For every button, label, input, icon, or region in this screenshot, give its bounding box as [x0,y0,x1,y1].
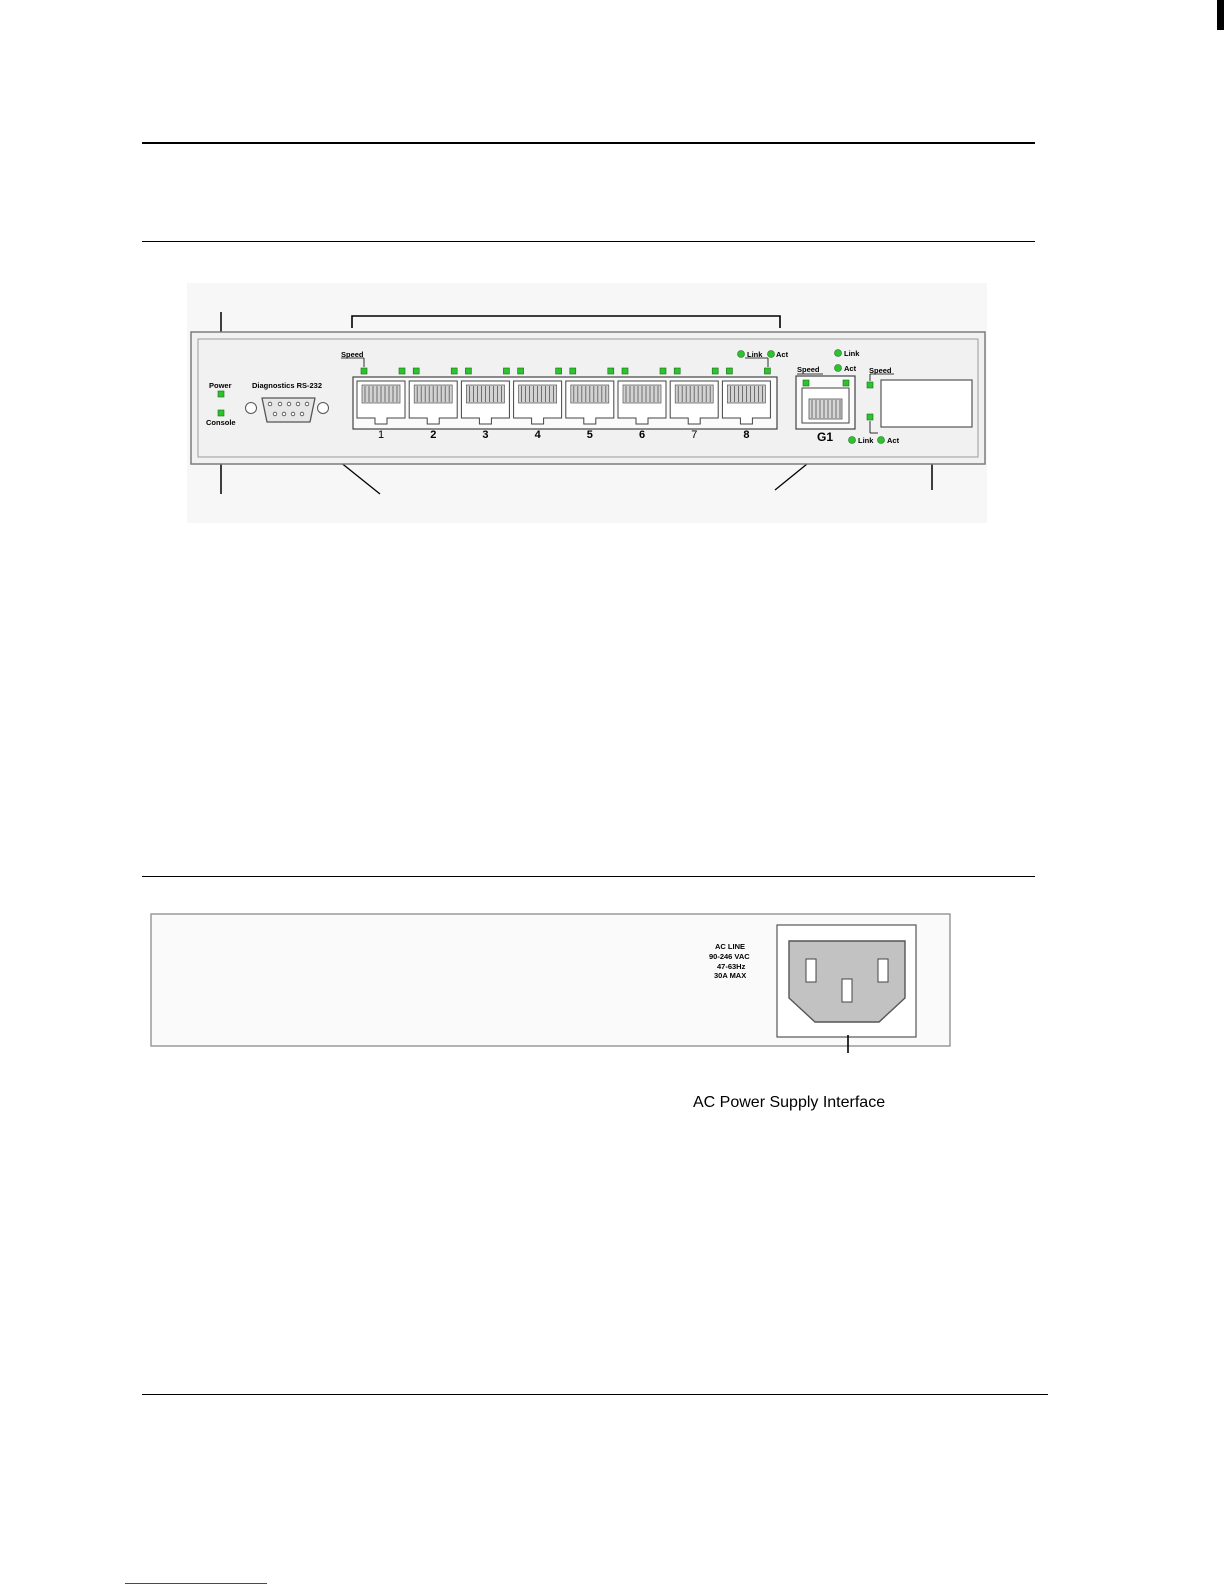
speed-led-6 [622,368,628,374]
rear-panel-drawing [145,908,957,1053]
footer-rule [142,1394,1048,1395]
speed-led-5 [570,368,576,374]
speed-led-4 [518,368,524,374]
link-led-1 [399,368,405,374]
link-led-3 [503,368,509,374]
act-text-sfp: Act [887,436,900,445]
rj45-port-2 [409,381,457,424]
section-rule-2 [142,876,1035,877]
rj45-port-7 [670,381,718,424]
ac-spec-line4: 30A MAX [714,971,747,980]
header-rule [142,142,1035,144]
link-text-g1: Link [844,349,860,358]
speed-text-left: Speed [341,350,364,359]
link-text-sfp: Link [858,436,874,445]
diagnostics-text: Diagnostics RS-232 [252,381,323,390]
link-led-2 [451,368,457,374]
rj45-port-4 [514,381,562,424]
port-number-2: 2 [430,429,437,441]
speed-led-3 [465,368,471,374]
ac-power-label: AC Power Supply Interface [693,1094,886,1111]
port-number-3: 3 [482,429,489,441]
speed-led-8 [726,368,732,374]
power-led-text: Power [209,381,232,390]
link-led-7 [712,368,718,374]
port-number-1: 1 [378,429,385,441]
speed-text-g1: Speed [797,365,820,374]
rj45-port-5 [566,381,614,424]
speed-led-1 [361,368,367,374]
port-number-8: 8 [743,429,750,441]
console-led-text: Console [206,418,236,427]
speed-text-sfp: Speed [869,366,892,375]
link-led-6 [660,368,666,374]
ac-spec-line2: 90-246 VAC [709,952,750,961]
link-text-left: Link [747,350,763,359]
rj45-port-1 [357,381,405,424]
ac-spec-line3: 47-63Hz [717,962,746,971]
section-rule-1 [142,241,1035,242]
rj45-port-3 [461,381,509,424]
speed-led-7 [674,368,680,374]
page-edge-mark [1217,0,1224,30]
ac-spec-line1: AC LINE [715,942,745,951]
speed-led-2 [413,368,419,374]
port-number-7: 7 [691,429,698,441]
rj45-port-6 [618,381,666,424]
link-led-8 [764,368,770,374]
g1-port-text: G1 [817,430,834,444]
link-led-4 [556,368,562,374]
link-led-5 [608,368,614,374]
rj45-port-8 [722,381,770,424]
port-number-6: 6 [639,429,646,441]
front-panel-drawing [185,280,990,525]
act-text-left: Act [776,350,789,359]
port-number-5: 5 [586,429,593,441]
act-text-g1: Act [844,364,857,373]
port-number-4: 4 [534,429,541,441]
